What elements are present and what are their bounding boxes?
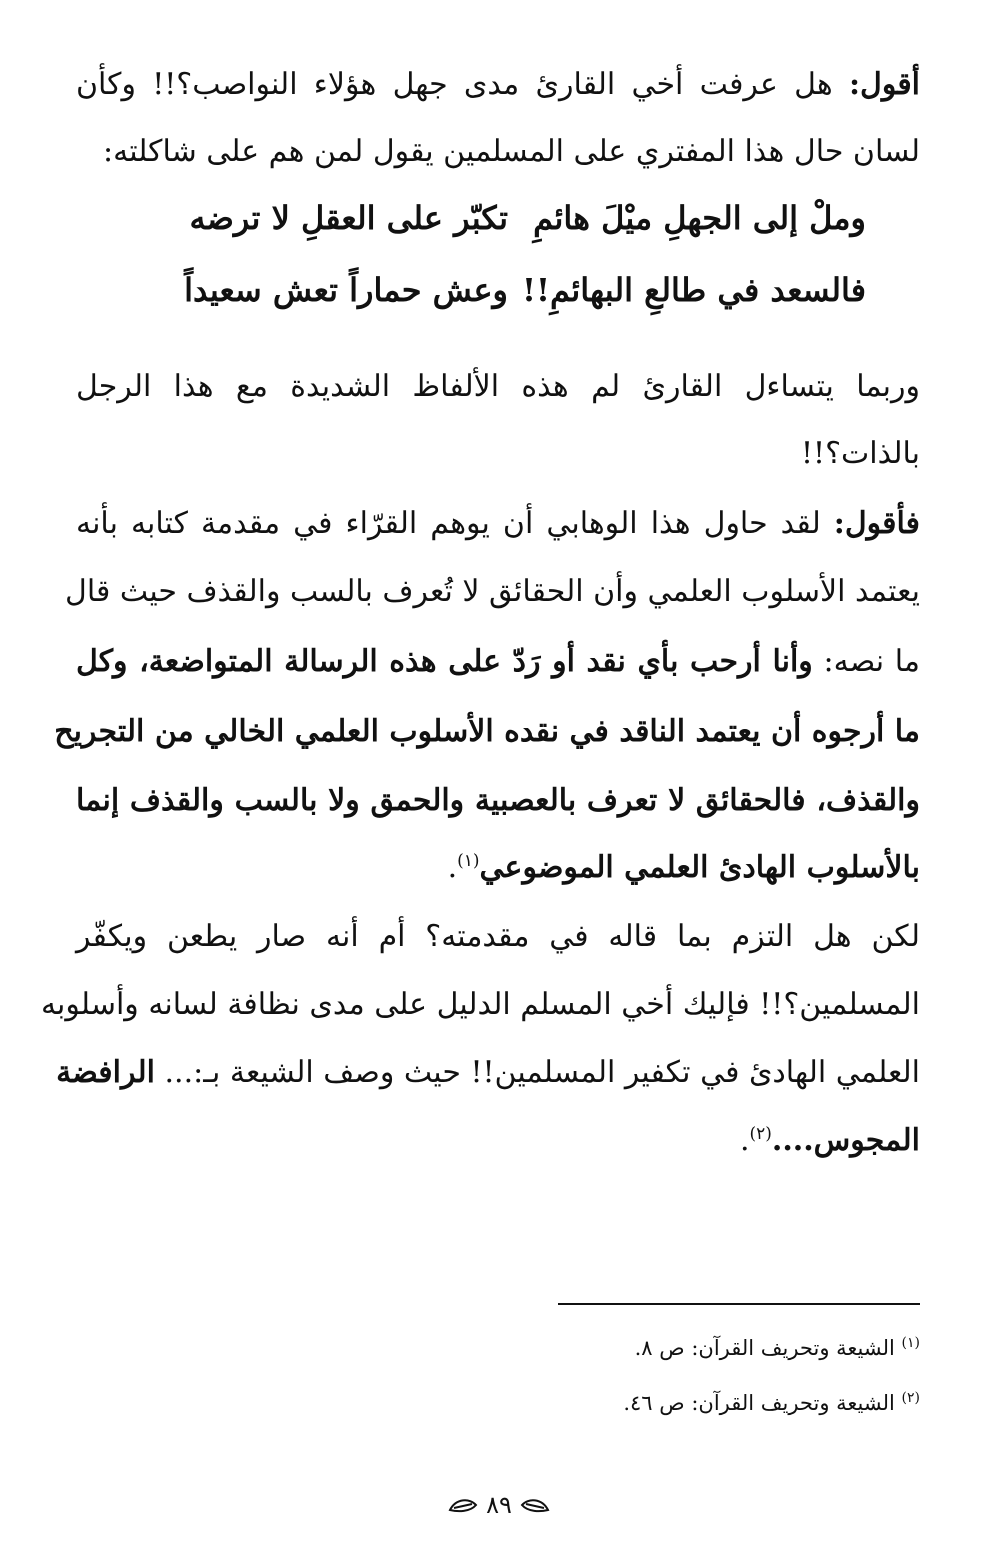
paragraph-3-line-3 bbox=[76, 632, 920, 692]
page-number: ٨٩ bbox=[486, 1491, 512, 1519]
lead-word: فأقول: bbox=[833, 506, 920, 541]
poem-verse-1-second-hemistich: وملْ إلى الجهلِ ميْلَ هائمِ bbox=[533, 199, 866, 237]
text-run: العلمي الهادئ في تكفير المسلمين!! حيث وصف الشيعة بـ:... bbox=[154, 1055, 920, 1090]
paragraph-4-line-1: لكن هل التزم بما قاله في مقدمته؟ أم أنه صار يطعن ويكفّر bbox=[76, 919, 920, 954]
paragraph-2-line-1: وربما يتساءل القارئ لم هذه الألفاظ الشديدة مع هذا الرجل bbox=[76, 369, 920, 404]
poem-verse-2-second-hemistich: فالسعد في طالعِ البهائمِ!! bbox=[521, 271, 866, 309]
footnote-reference[interactable]: (٢) bbox=[749, 1124, 772, 1144]
quoted-text: وأنا أرحب بأي نقد أو رَدّ على هذه الرسالة المتواضعة، وكل bbox=[76, 644, 813, 679]
text-run: . bbox=[739, 1123, 750, 1158]
quoted-text: الرافضة bbox=[56, 1055, 155, 1090]
footnote-divider bbox=[558, 1303, 920, 1305]
footnote-2 bbox=[320, 1383, 920, 1423]
footnote-1 bbox=[320, 1328, 920, 1368]
paragraph-3-line-1 bbox=[76, 494, 920, 554]
poem-verse-2-first-hemistich: وعش حماراً تعش سعيداً bbox=[184, 271, 508, 309]
leaf-ornament-icon bbox=[448, 1487, 478, 1527]
footnote-text: الشيعة وتحريف القرآن: ص ٤٦. bbox=[623, 1391, 902, 1415]
paragraph-4-line-3 bbox=[56, 1043, 920, 1103]
footnote-reference[interactable]: (١) bbox=[457, 851, 480, 871]
paragraph-3-line-6 bbox=[76, 838, 920, 898]
text-run: ما نصه: bbox=[812, 644, 921, 679]
paragraph-1-line-1 bbox=[76, 55, 920, 115]
page-number-block bbox=[0, 1485, 998, 1527]
paragraph-4-line-4 bbox=[76, 1111, 920, 1171]
footnote-mark: (١) bbox=[901, 1335, 920, 1351]
quoted-text: المجوس.... bbox=[771, 1123, 920, 1158]
footnote-text: الشيعة وتحريف القرآن: ص ٨. bbox=[634, 1336, 902, 1360]
lead-word: أقول: bbox=[848, 67, 920, 102]
footnote-mark: (٢) bbox=[901, 1390, 920, 1406]
paragraph-1-line-2: لسان حال هذا المفتري على المسلمين يقول لمن هم على شاكلته: bbox=[103, 134, 920, 169]
paragraph-3-line-2: يعتمد الأسلوب العلمي وأن الحقائق لا تُعرف بالسب والقذف حيث قال bbox=[65, 574, 920, 609]
quoted-text: بالأسلوب الهادئ العلمي الموضوعي bbox=[479, 850, 920, 885]
poem-verse-1-first-hemistich: تكبّر على العقلِ لا ترضه bbox=[189, 199, 508, 237]
paragraph-3-line-4: ما أرجوه أن يعتمد الناقد في نقده الأسلوب العلمي الخالي من التجريح bbox=[54, 714, 920, 749]
text-run: هل عرفت أخي القارئ مدى جهل هؤلاء النواصب؟!! وكأن bbox=[76, 67, 849, 102]
paragraph-4-line-2: المسلمين؟!! فإليك أخي المسلم الدليل على مدى نظافة لسانه وأسلوبه bbox=[40, 987, 920, 1022]
paragraph-2-line-2: بالذات؟!! bbox=[801, 436, 920, 471]
paragraph-3-line-5: والقذف، فالحقائق لا تعرف بالعصبية والحمق ولا بالسب والقذف إنما bbox=[76, 783, 920, 818]
text-run: . bbox=[447, 850, 458, 885]
text-run: لقد حاول هذا الوهابي أن يوهم القرّاء في مقدمة كتابه بأنه bbox=[76, 506, 834, 541]
leaf-ornament-icon bbox=[520, 1487, 550, 1527]
